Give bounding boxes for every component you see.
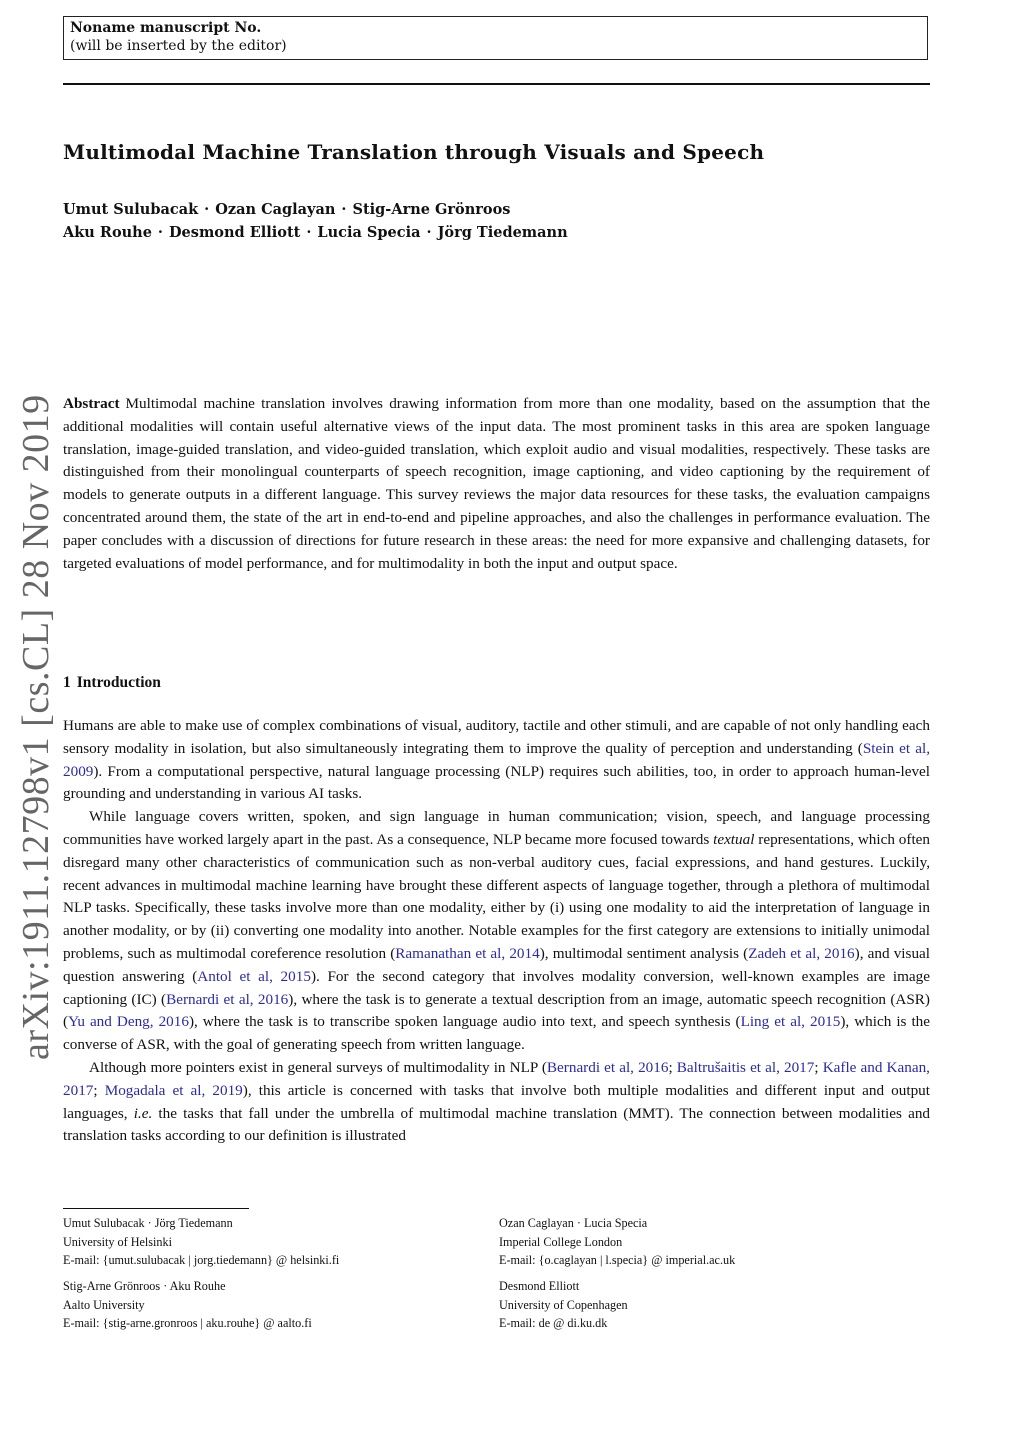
paragraph-3 [63, 1057, 930, 1148]
affiliation-authors: Umut Sulubacak · Jörg Tiedemann [63, 1216, 233, 1230]
editor-note-box [63, 16, 928, 60]
affiliation-authors: Desmond Elliott [499, 1279, 580, 1293]
author-line-1 [63, 198, 930, 221]
affiliation-institution: Aalto University [63, 1297, 145, 1312]
text-run: ; [93, 1081, 105, 1099]
affiliation-email: E-mail: de @ di.ku.dk [499, 1316, 608, 1330]
citation-link[interactable]: Stein et al, 2009 [63, 739, 930, 780]
section-heading [63, 674, 161, 692]
affiliation-institution: Imperial College London [499, 1234, 623, 1249]
arxiv-stamp: arXiv:1911.12798v1 [cs.CL] 28 Nov 2019 [15, 394, 57, 1060]
affiliation-block [63, 1277, 312, 1333]
citation-link[interactable]: Mogadala et al, 2019 [104, 1081, 243, 1099]
author-name: Jörg Tiedemann [437, 224, 568, 241]
author-separator: · [341, 201, 347, 218]
text-run: ), and visual question answering ( [63, 944, 930, 985]
author-name: Lucia Specia [317, 224, 421, 241]
author-separator: · [306, 224, 312, 241]
text-run: ), where the task is to generate a textual description from an image, automatic speech recognition (ASR) ( [63, 990, 930, 1031]
text-run: the tasks that fall under the umbrella of multimodal machine translation (MMT). The connection between modalities and translation tasks according to our definition is illustrated [63, 1104, 931, 1145]
header-rule [63, 83, 930, 85]
author-name: Desmond Elliott [168, 224, 301, 241]
paper-title: Multimodal Machine Translation through Visuals and Speech [63, 140, 765, 164]
text-run: ), which is the converse of ASR, with the goal of generating speech from written language. [63, 1013, 931, 1054]
text-run: ), this article is concerned with tasks that involve both multiple modalities and different input and output languages, [63, 1081, 930, 1122]
emphasis: textual [713, 830, 755, 848]
text-run: ). From a computational perspective, natural language processing (NLP) requires such abilities, too, in order to approach human-level grounding and understanding in various AI tasks. [63, 762, 930, 803]
text-run: ; [814, 1058, 823, 1076]
author-separator: · [157, 224, 163, 241]
citation-link[interactable]: Ramanathan et al, 2014 [395, 944, 540, 962]
text-run: ), where the task is to transcribe spoken language audio into text, and speech synthesis ( [188, 1013, 741, 1031]
body-text [63, 715, 930, 1148]
citation-link[interactable]: Ling et al, 2015 [740, 1013, 841, 1031]
affiliation-authors: Ozan Caglayan · Lucia Specia [499, 1216, 648, 1230]
author-line-2 [63, 221, 930, 244]
affiliation-email: E-mail: {stig-arne.gronroos | aku.rouhe} @ aalto.fi [63, 1316, 312, 1330]
manuscript-number: Noname manuscript No. [70, 20, 262, 36]
abstract-label: Abstract [63, 395, 120, 412]
affiliation-block [499, 1214, 735, 1270]
citation-link[interactable]: Bernardi et al, 2016 [546, 1058, 669, 1076]
editor-note: (will be inserted by the editor) [70, 38, 287, 54]
affiliation-email: E-mail: {o.caglayan | l.specia} @ imperial.ac.uk [499, 1253, 736, 1267]
section-title: Introduction [76, 674, 161, 691]
paragraph-2 [63, 806, 930, 1057]
author-name: Stig-Arne Grönroos [352, 201, 511, 218]
abstract-text: Multimodal machine translation involves drawing information from more than one modality, based on the assumption that the additional modalities will contain useful alternative views of the input data. The most prominent tasks in this area are spoken language translation, image-guided translation, and video-guided translation, which exploit audio and visual modalities, respectively. These tasks are distinguished from their monolingual counterparts of speech recognition, image captioning, and video captioning by the requirement of models to generate outputs in a different language. This survey reviews the major data resources for these tasks, the evaluation campaigns concentrated around them, the state of the art in end-to-end and pipeline approaches, and also the challenges in performance evaluation. The paper concludes with a discussion of directions for future research in these areas: the need for more expansive and challenging datasets, for targeted evaluations of model performance, and for multimodality in both the input and output space. [63, 395, 930, 572]
footnote-rule [63, 1208, 249, 1209]
author-name: Ozan Caglayan [215, 201, 336, 218]
affiliation-authors: Stig-Arne Grönroos · Aku Rouhe [63, 1279, 226, 1293]
affiliation-block [63, 1214, 339, 1270]
citation-link[interactable]: Bernardi et al, 2016 [166, 990, 289, 1008]
author-separator: · [426, 224, 432, 241]
citation-link[interactable]: Kafle and Kanan, 2017 [63, 1058, 930, 1099]
affiliation-institution: University of Helsinki [63, 1234, 172, 1249]
citation-link[interactable]: Antol et al, 2015 [197, 967, 311, 985]
affiliation-institution: University of Copenhagen [499, 1297, 628, 1312]
author-list [63, 198, 930, 244]
author-separator: · [204, 201, 210, 218]
text-run: ). For the second category that involves modality conversion, well-known examples are image captioning (IC) ( [63, 967, 931, 1008]
emphasis: i.e. [133, 1104, 153, 1122]
affiliation-email: E-mail: {umut.sulubacak | jorg.tiedemann} @ helsinki.fi [63, 1253, 340, 1267]
text-run: ), multimodal sentiment analysis ( [539, 944, 749, 962]
text-run: ; [668, 1058, 677, 1076]
author-name: Aku Rouhe [63, 224, 152, 241]
citation-link[interactable]: Yu and Deng, 2016 [68, 1013, 189, 1031]
text-run: Humans are able to make use of complex combinations of visual, auditory, tactile and other stimuli, and are capable of not only handling each sensory modality in isolation, but also simultaneously integrating them to improve the quality of perception and understanding ( [63, 717, 930, 757]
section-number: 1 [63, 674, 71, 691]
text-run: Although more pointers exist in general surveys of multimodality in NLP ( [89, 1058, 547, 1076]
abstract [63, 393, 930, 575]
citation-link[interactable]: Baltrušaitis et al, 2017 [676, 1058, 815, 1076]
author-name: Umut Sulubacak [63, 201, 199, 218]
affiliation-block [499, 1277, 628, 1333]
text-run: While language covers written, spoken, and sign language in human communication; vision, speech, and language processing communities have worked largely apart in the past. As a consequence, NLP became more focused towards [63, 808, 930, 848]
citation-link[interactable]: Zadeh et al, 2016 [748, 944, 855, 962]
text-run: representations, which often disregard many other characteristics of communication such as non-verbal auditory cues, facial expressions, and hand gestures. Luckily, recent advances in multimodal machine learning have brought these different aspects of language together, through a plethora of multimodal NLP tasks. Specifically, these tasks involve more than one modality, either by (i) using one modality to aid the interpretation of language in another modality, or by (ii) converting one modality into another. Notable examples for the first category are extensions to initially unimodal problems, such as multimodal coreference resolution ( [63, 830, 930, 962]
paragraph-1 [63, 715, 930, 806]
